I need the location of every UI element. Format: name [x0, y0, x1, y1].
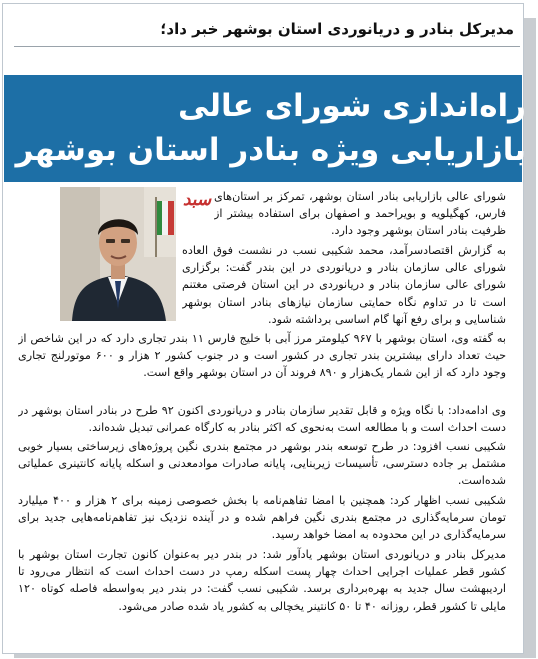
paragraph-6: شکیبی نسب اظهار کرد: همچنین با امضا تفاهم‌نامه با بخش خصوصی زمینه برای ۲ هزار و ۴۰۰ میلیارد تومان سرمایه‌گذاری در مجتمع بندری نگین فراهم شده و در آینده نزدیک نیز تفاهم‌نامه‌هایی جدید برای سرمایه‌گذاری در این محدوده به امضا خواهد رسید. [18, 494, 506, 542]
kicker-divider [14, 46, 520, 47]
paragraph-3: به گفته وی، استان بوشهر با ۹۶۷ کیلومتر مرز آبی با خلیج فارس ۱۱ بندر تجاری دارد که در این شاخص از حیث تعداد دارای بیشترین بندر تجاری در کشور است و در جنوب کشور ۲ هزار و ۶۰۰ موتورلنج تجاری وجود دارد که از این شمار یک‌هزار و ۸۹۰ فروند آن در استان بوشهر واقع است. [18, 332, 506, 380]
headline-line-2: بازاریابی ویژه بنادر استان بوشهر [15, 132, 526, 168]
portrait-illustration [60, 187, 176, 321]
headline-line-1: راه‌اندازی شورای عالی [177, 88, 526, 124]
paragraph-intro: شورای عالی بازاریابی بنادر استان بوشهر، تمرکز بر استان‌های فارس، کهگیلویه و بویراحمد و اصفهان برای استفاده بیشتر از ظرفیت بنادر استان بوشهر وجود دارد. [214, 190, 506, 238]
paragraph-4: وی ادامه‌داد: با نگاه ویژه و قابل تقدیر سازمان بنادر و دریانوردی اکنون ۹۲ طرح در بنادر استان بوشهر در دست احداث است و با مطالعه است به‌نحوی که اکثر بنادر به کارگاه عمرانی تبدیل شده‌اند. [18, 404, 506, 435]
paragraph-2: به گزارش اقتصادسرآمد، محمد شکیبی نسب در نشست فوق العاده شورای عالی سازمان بنادر و دریانوردی در این بندر گفت: برگزاری شورای عالی سازمان بنادر و دریانوردی در این استان فرصتی مغتنم است تا در تداوم نگاه حمایتی سازمان نیازهای بنادر استان بوشهر شناسایی و برای رفع آنها گام اساسی برداشته شود. [182, 244, 506, 326]
paragraph-7: مدیرکل بنادر و دریانوردی استان بوشهر یادآور شد: در بندر دیر به‌عنوان کانون تجارت استان بوشهر با کشور قطر عملیات اجرایی احداث چهار پست اسکله رمپ در دست احداث است که انتظار می‌رود تا اردیبهشت سال جدید به بهره‌برداری برسد. شکیبی نسب گفت: در بندر دیر به‌واسطه فاصله کوتاه ۱۲۰ مایلی تا کشور قطر، روزانه ۴۰ تا ۵۰ کانتینر یخچالی به کشور یاد شده صادر می‌شود. [18, 548, 506, 613]
portrait-photo [60, 187, 176, 321]
article-kicker: مدیرکل بنادر و دریانوردی استان بوشهر خبر داد؛ [160, 20, 514, 38]
paragraph-5: شکیبی نسب افزود: در طرح توسعه بندر بوشهر در مجتمع بندری نگین پروژه‌های زیرساختی بسیار خوبی مشتمل بر جاده دسترسی، تأسیسات زیربنایی، پایانه صادرات موادمعدنی و اسکله پایانه کانتینری عملیاتی شده‌است. [18, 440, 506, 488]
publication-logo: سبد [182, 190, 212, 210]
frame-shadow-bottom [14, 654, 536, 658]
